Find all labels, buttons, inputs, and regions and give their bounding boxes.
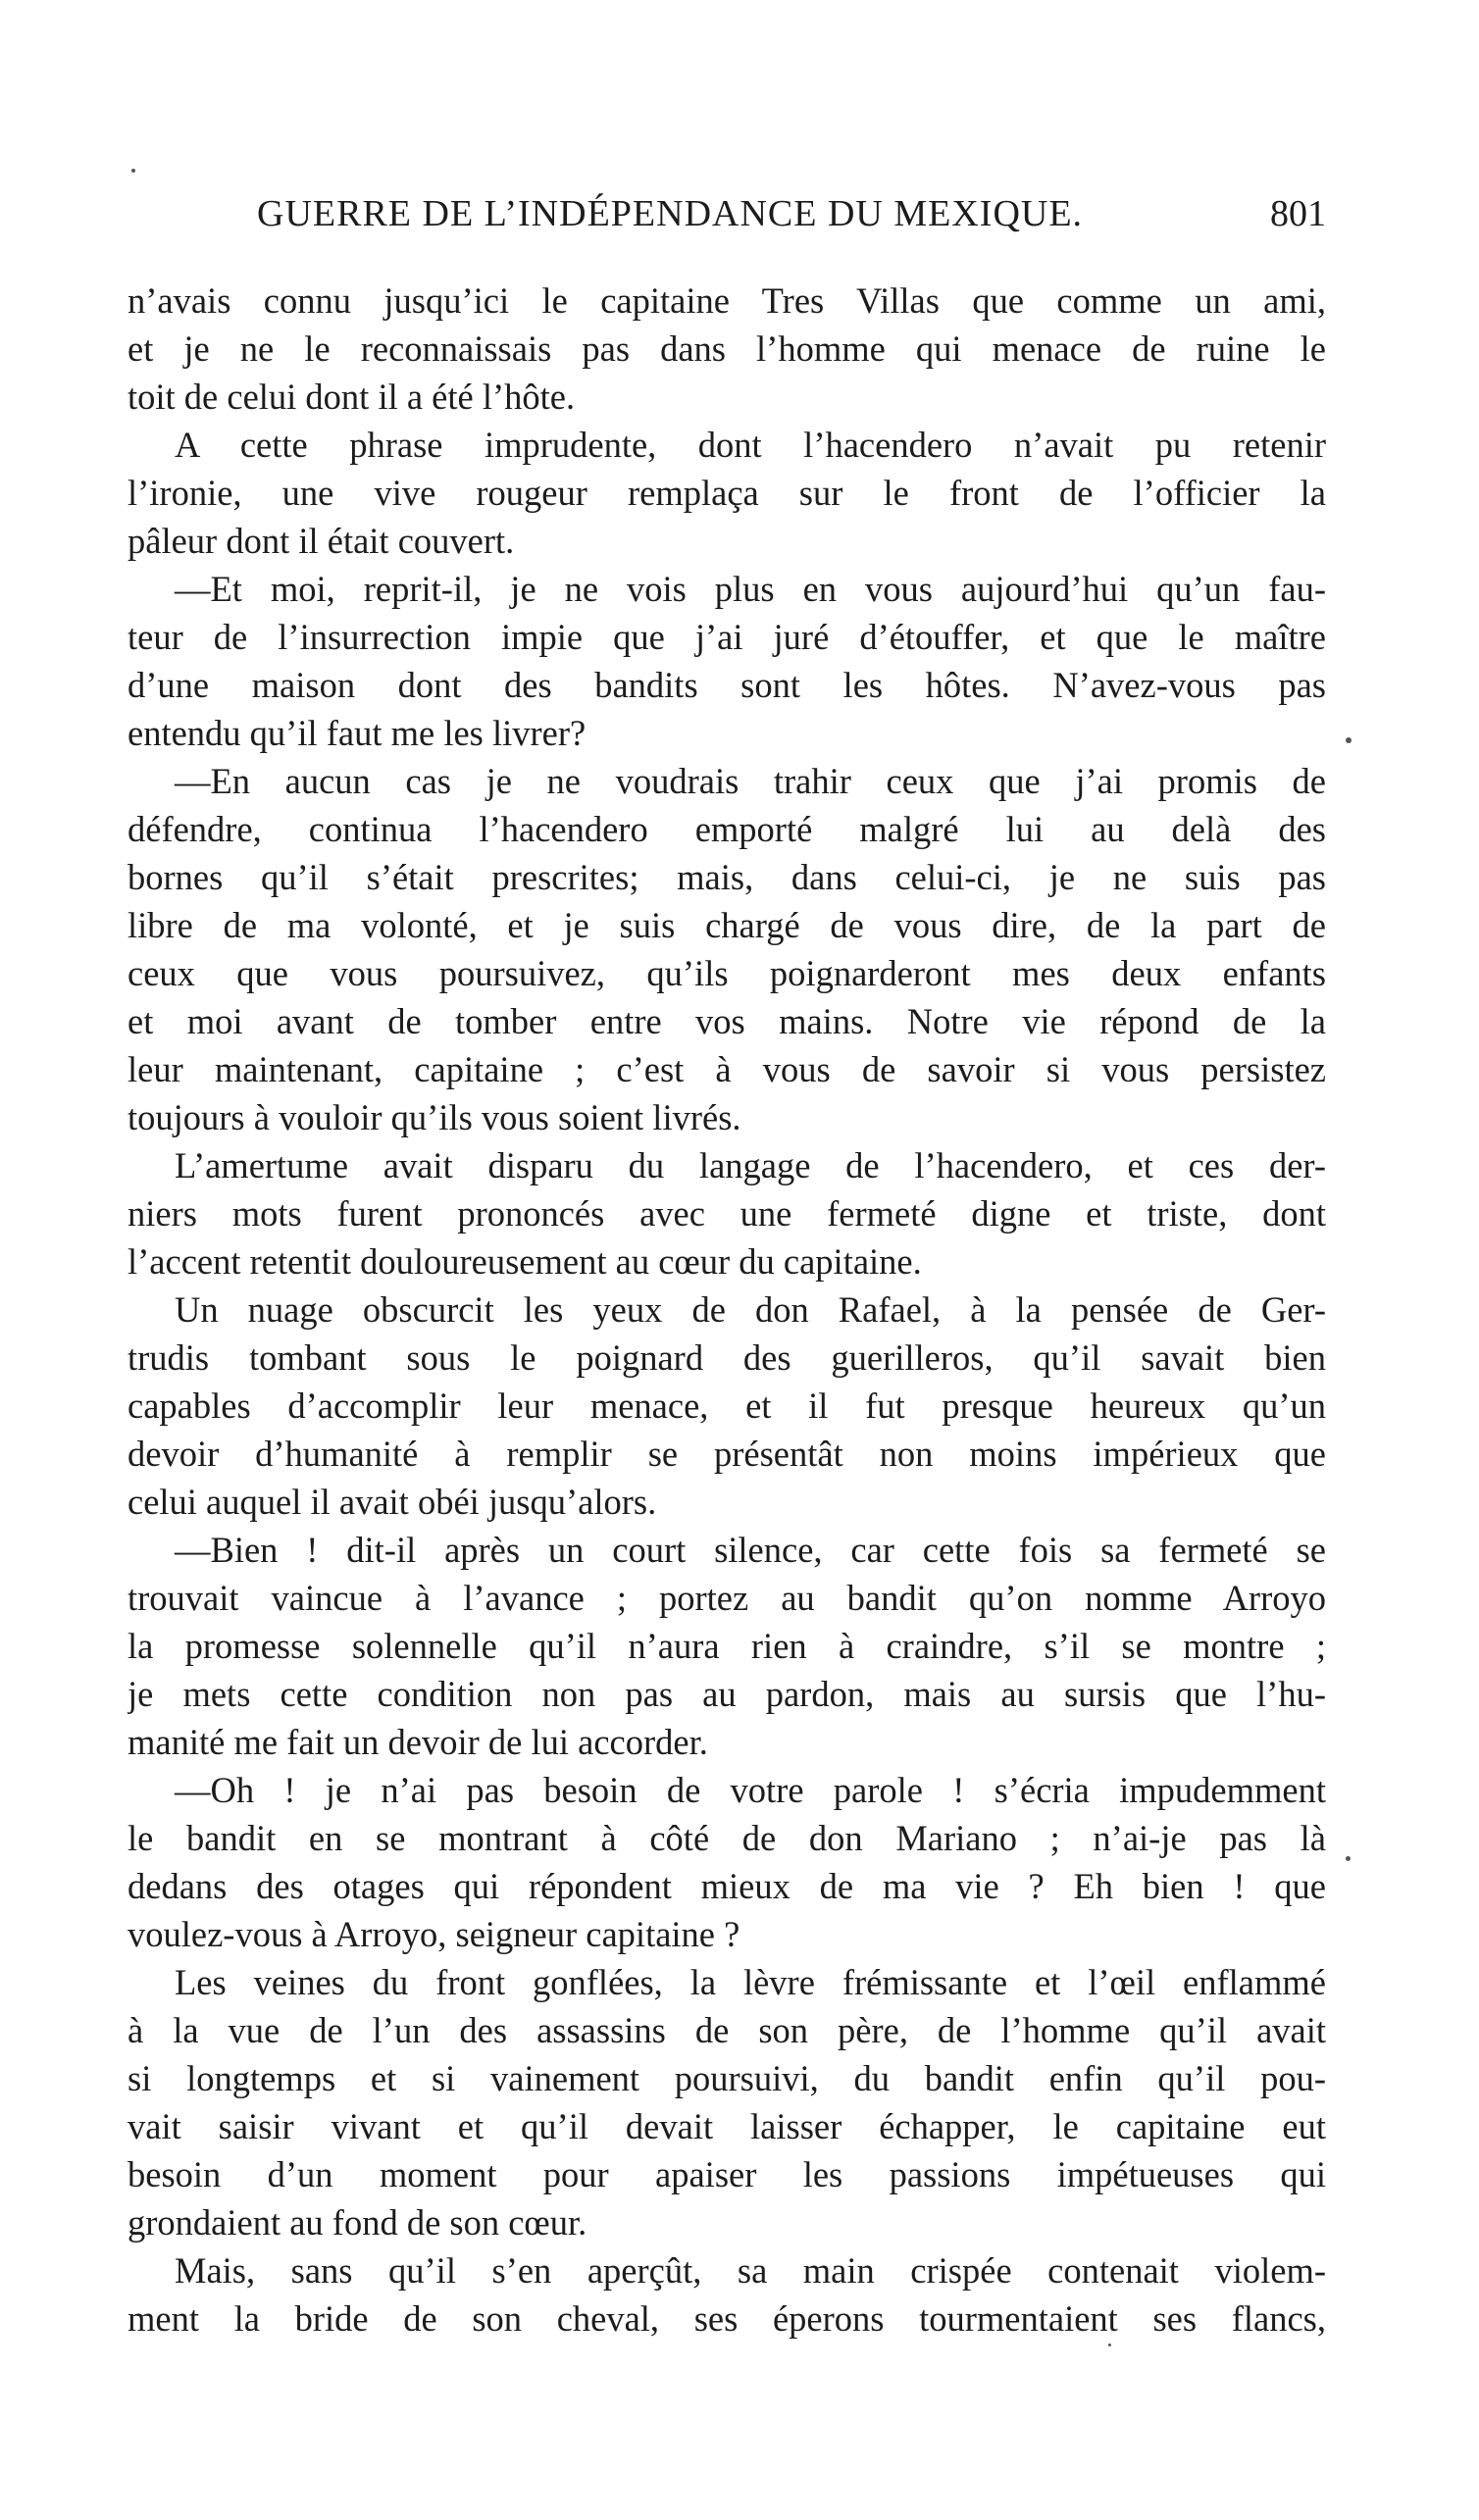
text-line: le bandit en se montrant à côté de don Mariano ; n’ai-je pas là	[128, 1818, 1326, 1858]
text-line: grondaient au fond de son cœur.	[128, 2202, 587, 2243]
text-line: —Bien ! dit-il après un court silence, car cette fois sa fermeté se	[175, 1530, 1326, 1570]
text-line: bornes qu’il s’était prescrites; mais, dans celui-ci, je ne suis pas	[128, 857, 1326, 897]
scan-speck	[1346, 1856, 1351, 1861]
text-line: pâleur dont il était couvert.	[128, 521, 515, 561]
text-line: libre de ma volonté, et je suis chargé de vous dire, de la part de	[128, 905, 1326, 945]
text-line: à la vue de l’un des assassins de son père, de l’homme qu’il avait	[128, 2010, 1326, 2050]
text-line: Un nuage obscurcit les yeux de don Rafael, à la pensée de Ger-	[175, 1289, 1326, 1330]
text-line: celui auquel il avait obéi jusqu’alors.	[128, 1482, 657, 1522]
text-line: L’amertume avait disparu du langage de l’hacendero, et ces der-	[175, 1145, 1326, 1185]
text-line: toit de celui dont il a été l’hôte.	[128, 377, 576, 417]
scan-speck	[1108, 2344, 1111, 2346]
text-line: dedans des otages qui répondent mieux de ma vie ? Eh bien ! que	[128, 1866, 1326, 1906]
text-line: défendre, continua l’hacendero emporté malgré lui au delà des	[128, 809, 1326, 849]
text-line: leur maintenant, capitaine ; c’est à vous de savoir si vous persistez	[128, 1049, 1326, 1089]
text-line: je mets cette condition non pas au pardon, mais au sursis que l’hu-	[128, 1674, 1326, 1714]
text-line: trudis tombant sous le poignard des guerilleros, qu’il savait bien	[128, 1337, 1326, 1378]
text-line: vait saisir vivant et qu’il devait laisser échapper, le capitaine eut	[128, 2106, 1326, 2146]
text-line: d’une maison dont des bandits sont les hôtes. N’avez-vous pas	[128, 665, 1326, 705]
text-line: ment la bride de son cheval, ses éperons tourmentaient ses flancs,	[128, 2298, 1326, 2339]
text-line: —Oh ! je n’ai pas besoin de votre parole ! s’écria impudemment	[175, 1770, 1326, 1810]
text-line: capables d’accomplir leur menace, et il fut presque heureux qu’un	[128, 1386, 1326, 1426]
text-line: trouvait vaincue à l’avance ; portez au bandit qu’on nomme Arroyo	[128, 1578, 1326, 1618]
running-header	[257, 192, 1326, 251]
text-line: voulez-vous à Arroyo, seigneur capitaine ?	[128, 1914, 740, 1954]
page-number: 801	[1270, 193, 1326, 234]
text-line: n’avais connu jusqu’ici le capitaine Tres Villas que comme un ami,	[128, 280, 1326, 321]
text-line: et je ne le reconnaissais pas dans l’homme qui menace de ruine le	[128, 328, 1326, 369]
text-line: l’accent retentit douloureusement au cœur du capitaine.	[128, 1241, 922, 1282]
text-line: si longtemps et si vainement poursuivi, du bandit enfin qu’il pou-	[128, 2058, 1326, 2098]
text-line: besoin d’un moment pour apaiser les passions impétueuses qui	[128, 2154, 1326, 2194]
text-line: —Et moi, reprit-il, je ne vois plus en vous aujourd’hui qu’un fau-	[175, 569, 1326, 609]
text-line: l’ironie, une vive rougeur remplaça sur le front de l’officier la	[128, 473, 1326, 513]
text-line: ceux que vous poursuivez, qu’ils poignarderont mes deux enfants	[128, 953, 1326, 993]
text-line: et moi avant de tomber entre vos mains. Notre vie répond de la	[128, 1001, 1326, 1041]
text-line: toujours à vouloir qu’ils vous soient livrés.	[128, 1097, 741, 1137]
body-text	[128, 277, 1326, 2343]
text-line: manité me fait un devoir de lui accorder.	[128, 1722, 708, 1762]
text-line: Les veines du front gonflées, la lèvre frémissante et l’œil enflammé	[175, 1962, 1326, 2002]
text-line: A cette phrase imprudente, dont l’hacendero n’avait pu retenir	[175, 425, 1326, 465]
text-line: —En aucun cas je ne voudrais trahir ceux que j’ai promis de	[175, 761, 1326, 801]
text-line: entendu qu’il faut me les livrer?	[128, 713, 586, 753]
text-line: teur de l’insurrection impie que j’ai juré d’étouffer, et que le maître	[128, 617, 1326, 657]
text-line: niers mots furent prononcés avec une fermeté digne et triste, dont	[128, 1193, 1326, 1234]
chapter-title: GUERRE DE L’INDÉPENDANCE DU MEXIQUE.	[257, 193, 1084, 234]
text-line: la promesse solennelle qu’il n’aura rien à craindre, s’il se montre ;	[128, 1626, 1326, 1666]
text-line: devoir d’humanité à remplir se présentât non moins impérieux que	[128, 1434, 1326, 1474]
scan-speck	[131, 169, 135, 173]
scan-speck	[1346, 737, 1352, 743]
text-line: Mais, sans qu’il s’en aperçût, sa main crispée contenait violem-	[175, 2250, 1326, 2291]
